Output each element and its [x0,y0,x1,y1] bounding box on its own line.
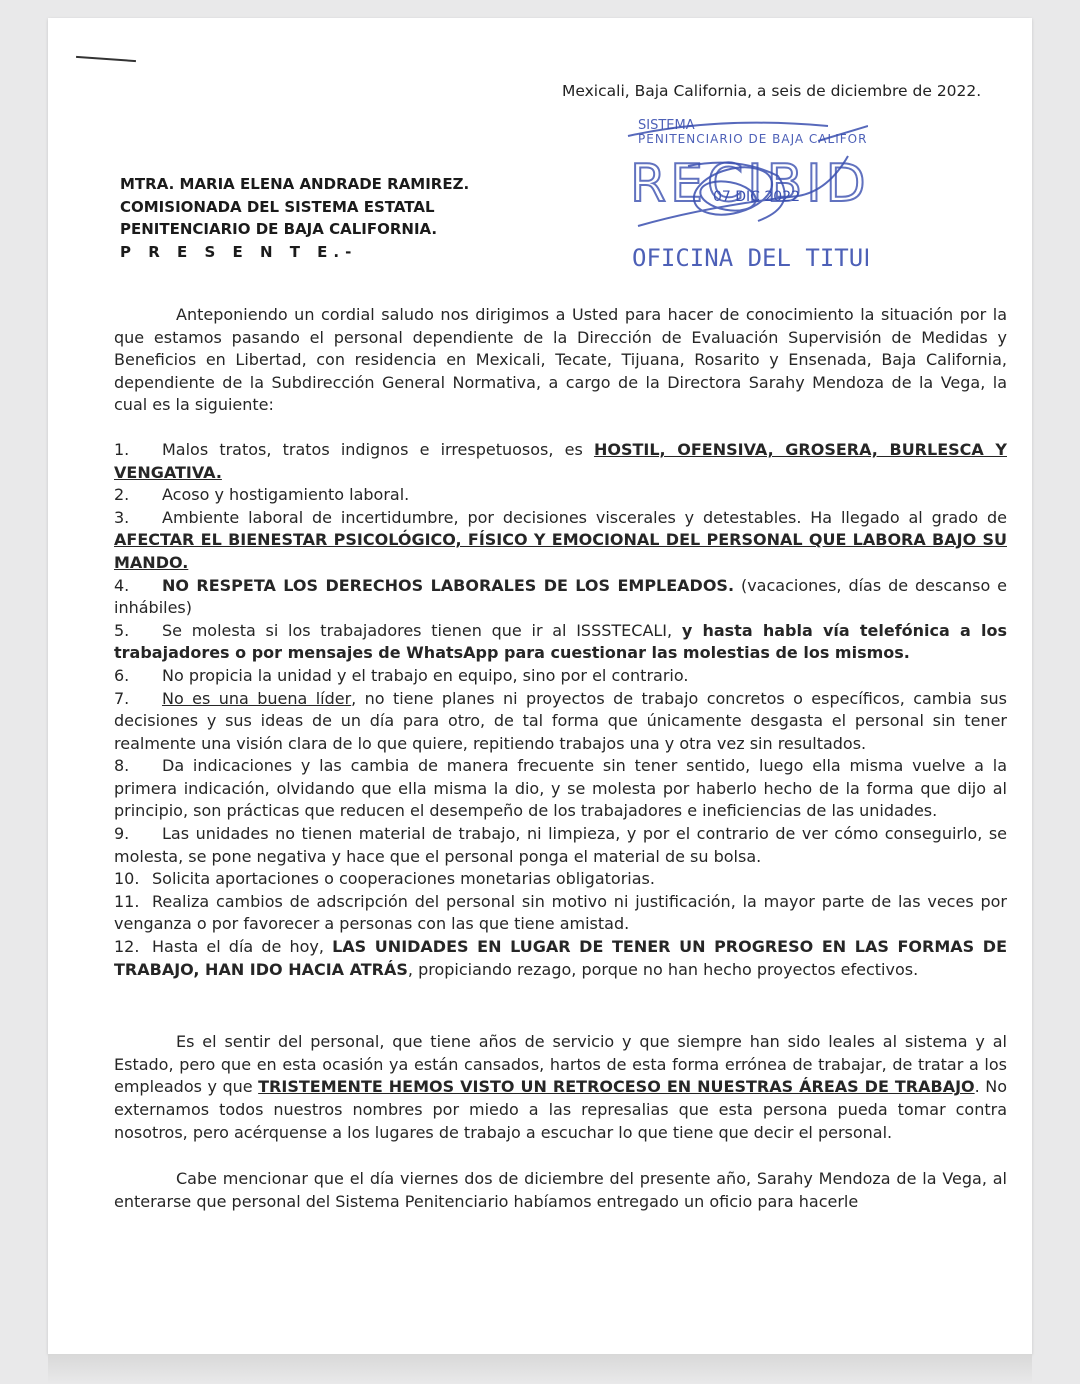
list-item: 11. Realiza cambios de adscripción del personal sin motivo ni justificación, la mayor parte de las veces por venganza o por favorecer a personas con las que tiene amistad. [114,891,1007,934]
letter-body [114,304,1007,1213]
list-item: 9. Las unidades no tienen material de trabajo, ni limpieza, y por el contrario de ver cómo conseguirlo, se molesta, se pone negativa y hace que el personal ponga el material de su bolsa. [114,824,1007,866]
date-line: Mexicali, Baja California, a seis de diciembre de 2022. [562,82,982,100]
stamp-line-4: OFICINA DEL TITU [632,244,864,272]
list-item: 8. Da indicaciones y las cambia de manera frecuente sin tener sentido, luego ella misma vuelve a la primera indicación, olvidando que ella misma la dio, y se molesta por haberlo hecho de la forma que dijo al principio, son prácticas que reducen el desempeño de los trabajadores e ineficiencias de las unidades. [114,756,1007,821]
corner-mark [76,56,136,62]
addressee-title-2: PENITENCIARIO DE BAJA CALIFORNIA. [120,220,438,238]
list-item: 5. Se molesta si los trabajadores tienen que ir al ISSSTECALI, y hasta habla vía telefónica a los trabajadores o por mensajes de WhatsApp para cuestionar las molestias de los mismos. [114,620,1007,663]
addressee-presente: P R E S E N T E.- [120,242,358,261]
list-item: 6. No propicia la unidad y el trabajo en equipo, sino por el contrario. [114,665,689,685]
stamp-line-2: PENITENCIARIO DE BAJA CALIFORNIA [638,132,868,146]
addressee-block [120,173,540,263]
list-item: 1. Malos tratos, tratos indignos e irrespetuosos, es HOSTIL, OFENSIVA, GROSERA, BURLESCA Y VENGATIVA. [114,439,1007,482]
addressee-title-1: COMISIONADA DEL SISTEMA ESTATAL [120,197,435,216]
page-bottom-shadow [48,1354,1032,1384]
list-item: 12. Hasta el día de hoy, LAS UNIDADES EN LUGAR DE TENER UN PROGRESO EN LAS FORMAS DE TRABAJO, HAN IDO HACIA ATRÁS, propiciando rezago, porque no han hecho proyectos efectivos. [114,937,1008,979]
list-item: 4. NO RESPETA LOS DERECHOS LABORALES DE LOS EMPLEADOS. (vacaciones, días de descanso e inhábiles) [114,575,1007,618]
addressee-name: MTRA. MARIA ELENA ANDRADE RAMIREZ. [120,175,470,193]
stamp-date: 07 DIC 2022 [713,189,801,205]
list-item: 7. No es una buena líder, no tiene planes ni proyectos de trabajo concretos o específicos, cambia sus decisiones y sus ideas de un día para otro, de tal forma que únicamente desgasta el personal sin tener realmente una visión clara de lo que quiere, repitiendo trabajos una y otra vez sin resultados. [114,688,1007,753]
closing-paragraph-1: Es el sentir del personal, que tiene años de servicio y que siempre han sido leales al sistema y al Estado, pero que en esta ocasión ya están cansados, hartos de esta forma errónea de trabajar, de tratar a los empleados y que TRISTEMENTE HEMOS VISTO UN RETROCESO EN NUESTRAS ÁREAS DE TRABAJO. No externamos todos nuestros nombres por miedo a las represalias que esta persona pueda tomar contra nosotros, pero acérquense a los lugares de trabajo a escuchar lo que tiene que decir el personal. [114,1032,1008,1142]
list-item: 2. Acoso y hostigamiento laboral. [114,485,410,505]
closing-paragraph-2: Cabe mencionar que el día viernes dos de diciembre del presente año, Sarahy Mendoza de la Vega, al enterarse que personal del Sistema Penitenciario habíamos entregado un oficio para hacerle [114,1169,1007,1211]
stamp-graphic [568,96,868,276]
document-page [48,18,1032,1354]
intro-paragraph: Anteponiendo un cordial saludo nos dirigimos a Usted para hacer de conocimiento la situación por la que estamos pasando el personal dependiente de la Dirección de Evaluación Supervisión de Medidas y Beneficios en Libertad, con residencia en Mexicali, Tecate, Tijuana, Rosarito y Ensenada, Baja California, dependiente de la Subdirección General Normativa, a cargo de la Directora Sarahy Mendoza de la Vega, la cual es la siguiente: [114,305,1007,415]
reception-stamp [568,96,868,276]
stamp-line-3: RECIBID [630,154,868,214]
stamp-line-1: SISTEMA [638,118,695,133]
list-item: 3. Ambiente laboral de incertidumbre, por decisiones viscerales y detestables. Ha llegado al grado de AFECTAR EL BIENESTAR PSICOLÓGICO, FÍSICO Y EMOCIONAL DEL PERSONAL QUE LABORA BAJO SU MANDO. [114,507,1007,572]
list-item: 10. Solicita aportaciones o cooperaciones monetarias obligatorias. [114,869,655,889]
